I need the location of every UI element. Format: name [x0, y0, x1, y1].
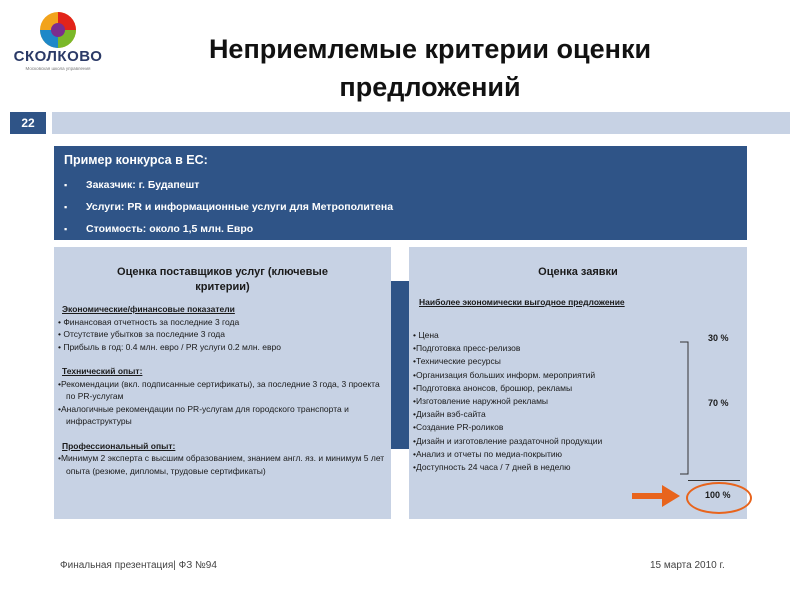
supplier-criteria-title-line-2: критерии): [195, 281, 250, 293]
weight-bracket-icon: [680, 341, 694, 475]
list-item: •Минимум 2 эксперта с высшим образованием, знанием англ. яз. и минимум 5 лет опыта (резюме, дипломы, трудовые сертификаты): [58, 453, 385, 476]
list-item: •Создание PR-роликов: [413, 422, 504, 433]
logo-name: СКОЛКОВО: [13, 48, 103, 65]
section-heading-professional: Профессиональный опыт:: [62, 440, 176, 451]
page-title: [150, 30, 710, 106]
bid-evaluation-subtitle: Наиболее экономически выгодное предложение: [419, 297, 625, 307]
footer-presentation: Финальная презентация| ФЗ №94: [60, 560, 217, 571]
list-item: • Прибыль в год: 0.4 млн. евро / PR услуги 0.2 млн. евро: [58, 341, 281, 352]
list-item: • Финансовая отчетность за последние 3 года: [58, 316, 240, 327]
total-divider: [688, 480, 740, 481]
weight-total: 100 %: [705, 490, 731, 500]
page-title-line-2: предложений: [339, 72, 521, 102]
section-heading-technical: Технический опыт:: [62, 366, 143, 376]
footer-date: 15 марта 2010 г.: [650, 560, 725, 571]
list-item: •Подготовка пресс-релизов: [413, 343, 521, 354]
banner-item-cost: ▪ Стоимость: около 1,5 млн. Евро: [64, 218, 393, 240]
supplier-criteria-panel: [54, 247, 391, 519]
list-item: •Дизайн вэб-сайта: [413, 409, 486, 420]
page-number: 22: [10, 112, 46, 134]
list-item: •Подготовка анонсов, брошюр, рекламы: [413, 382, 573, 393]
list-item: •Доступность 24 часа / 7 дней в неделю: [413, 462, 571, 473]
bid-evaluation-title: Оценка заявки: [538, 266, 618, 278]
bid-evaluation-list: [413, 329, 703, 474]
arrow-right-icon: [632, 485, 680, 507]
list-item: •Организация больших информ. мероприятий: [413, 369, 596, 380]
page-title-line-1: Неприемлемые критерии оценки: [208, 34, 652, 64]
logo-emblem-icon: [38, 10, 78, 50]
example-banner: [54, 146, 747, 240]
logo-subtitle: Московская школа управления: [25, 66, 91, 71]
supplier-criteria-title-line-1: Оценка поставщиков услуг (ключевые: [117, 266, 328, 278]
list-item: •Рекомендации (вкл. подписанные сертификаты), за последние 3 года, 3 проекта по PR-услугам: [58, 378, 380, 401]
weight-price: 30 %: [708, 333, 729, 343]
bid-evaluation-panel: [409, 247, 747, 519]
weight-other: 70 %: [708, 398, 729, 408]
list-item: •Аналогичные рекомендации по PR-услугам для городского транспорта и инфраструктуры: [58, 403, 349, 426]
list-item: • Отсутствие убытков за последние 3 года: [58, 329, 225, 339]
section-heading-financial: Экономические/финансовые показатели: [62, 304, 235, 314]
list-item: • Цена: [413, 330, 439, 340]
list-item: •Изготовление наружной рекламы: [413, 396, 549, 407]
banner-item-services: ▪ Услуги: PR и информационные услуги для Метрополитена: [64, 196, 393, 218]
skolkovo-logo: [8, 8, 108, 78]
list-item: •Дизайн и изготовление раздаточной продукции: [413, 435, 603, 446]
supplier-criteria-content: [58, 303, 388, 477]
supplier-criteria-title: [54, 265, 391, 295]
banner-item-customer: ▪ Заказчик: г. Будапешт: [64, 174, 393, 196]
list-item: •Технические ресурсы: [413, 356, 501, 367]
banner-list: [64, 174, 393, 240]
list-item: •Анализ и отчеты по медиа-покрытию: [413, 448, 563, 459]
banner-title: Пример конкурса в ЕС:: [64, 153, 208, 167]
page-number-bar: [10, 112, 790, 134]
page-bar-divider: [46, 112, 52, 134]
